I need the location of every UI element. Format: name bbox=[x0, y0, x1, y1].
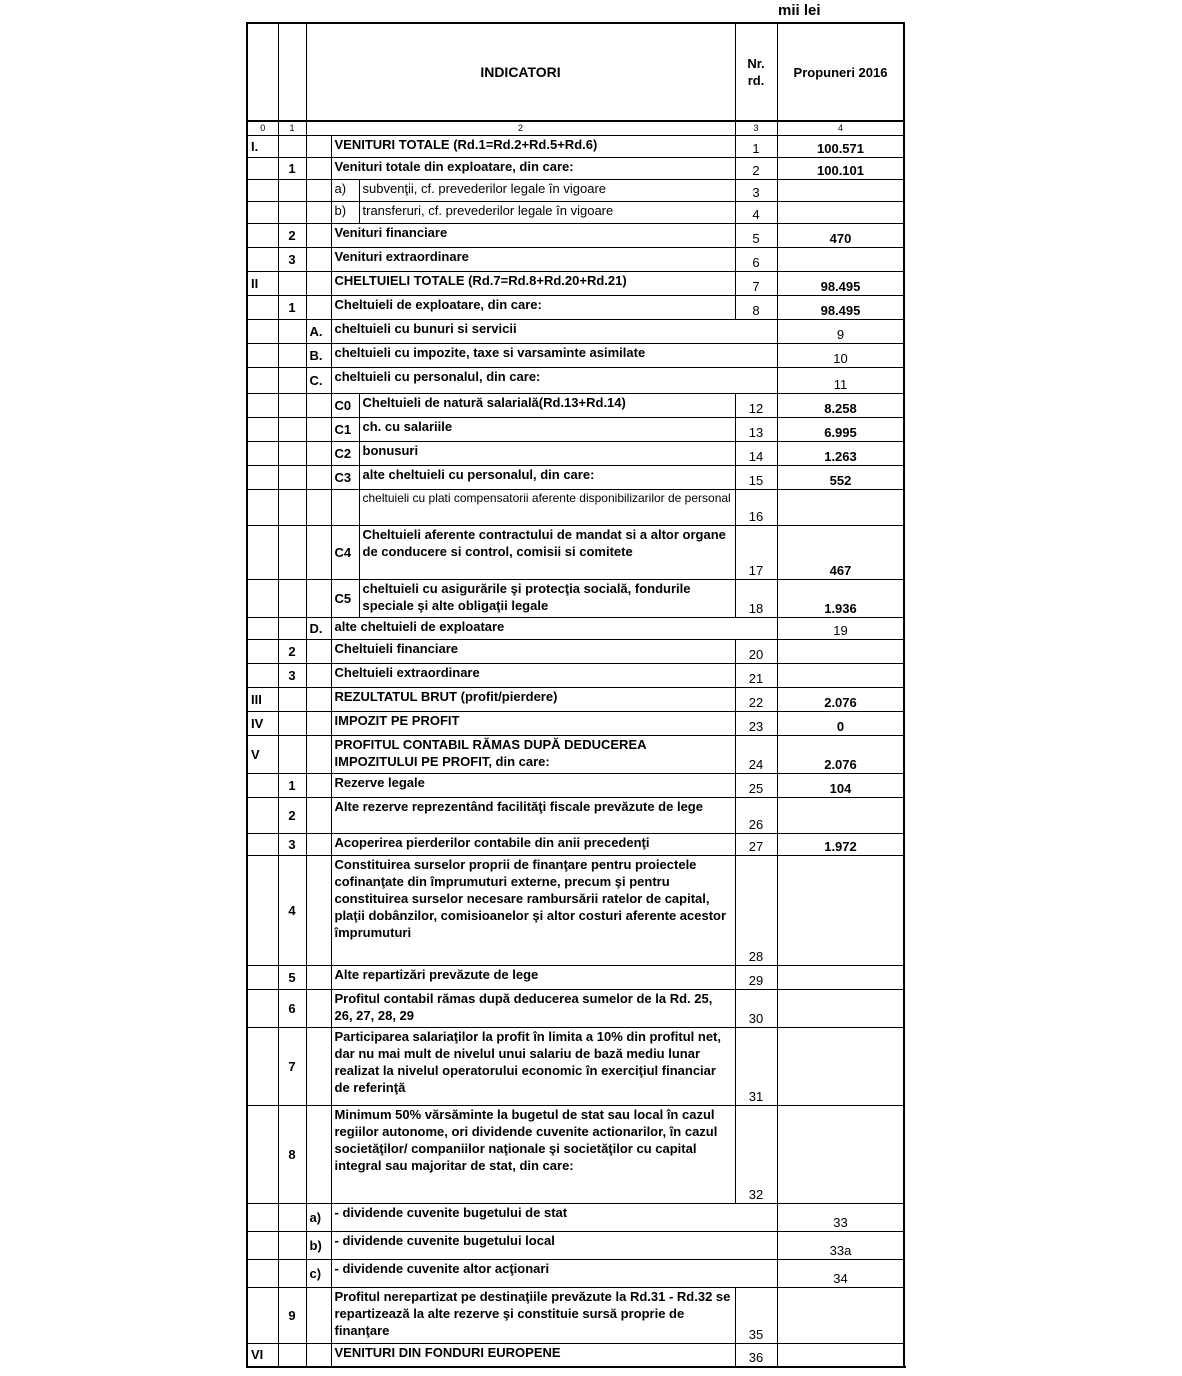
spacer-cell bbox=[306, 271, 331, 295]
proposal-value-cell bbox=[777, 639, 904, 663]
indicator-label: Venituri extraordinare bbox=[331, 247, 735, 271]
spacer-cell bbox=[306, 797, 331, 833]
row-number-cell: 12 bbox=[735, 393, 777, 417]
spacer-cell bbox=[306, 989, 331, 1027]
spacer-cell bbox=[306, 1287, 331, 1343]
proposal-value-cell: 100.101 bbox=[777, 157, 904, 179]
section-cell: I. bbox=[247, 135, 278, 157]
sub-code-cell: C2 bbox=[331, 441, 359, 465]
row-number-cell: 34 bbox=[777, 1259, 904, 1287]
section-cell bbox=[247, 965, 278, 989]
indicator-label: Rezerve legale bbox=[331, 773, 735, 797]
row-number-cell: 36 bbox=[735, 1343, 777, 1367]
section-cell bbox=[247, 1203, 278, 1231]
item-number-cell: 3 bbox=[278, 833, 306, 855]
proposal-value-cell: 2.076 bbox=[777, 735, 904, 773]
spacer-cell bbox=[306, 393, 331, 417]
section-cell: III bbox=[247, 687, 278, 711]
item-number-cell: 9 bbox=[278, 1287, 306, 1343]
indicator-label: Venituri financiare bbox=[331, 223, 735, 247]
table-row bbox=[247, 441, 904, 465]
sub-code-cell: C3 bbox=[331, 465, 359, 489]
table-row bbox=[247, 1231, 904, 1259]
section-cell bbox=[247, 525, 278, 579]
spacer-cell bbox=[306, 157, 331, 179]
table-row bbox=[247, 1105, 904, 1203]
section-cell bbox=[247, 441, 278, 465]
sub-code-cell: D. bbox=[306, 617, 331, 639]
table-row bbox=[247, 271, 904, 295]
row-number-cell: 5 bbox=[735, 223, 777, 247]
index-row bbox=[247, 121, 904, 135]
indicator-label: subvenţii, cf. prevederilor legale în vigoare bbox=[359, 179, 735, 201]
spacer-cell bbox=[306, 295, 331, 319]
item-number-cell bbox=[278, 1259, 306, 1287]
table-row bbox=[247, 525, 904, 579]
table-row bbox=[247, 579, 904, 617]
item-number-cell: 3 bbox=[278, 247, 306, 271]
table-row bbox=[247, 663, 904, 687]
header-row bbox=[247, 23, 904, 121]
indicator-label: Profitul contabil rămas după deducerea sumelor de la Rd. 25, 26, 27, 28, 29 bbox=[331, 989, 735, 1027]
item-number-cell bbox=[278, 617, 306, 639]
row-number-cell: 29 bbox=[735, 965, 777, 989]
indicator-label: REZULTATUL BRUT (profit/pierdere) bbox=[331, 687, 735, 711]
section-cell bbox=[247, 319, 278, 343]
row-number-cell: 2 bbox=[735, 157, 777, 179]
section-cell: IV bbox=[247, 711, 278, 735]
item-number-cell: 1 bbox=[278, 773, 306, 797]
row-number-cell: 6 bbox=[735, 247, 777, 271]
section-cell: VI bbox=[247, 1343, 278, 1367]
indicator-label: Cheltuieli de exploatare, din care: bbox=[331, 295, 735, 319]
spacer-cell bbox=[306, 247, 331, 271]
sub-code-cell: b) bbox=[306, 1231, 331, 1259]
spacer-cell bbox=[306, 465, 331, 489]
table-row bbox=[247, 989, 904, 1027]
row-number-cell: 23 bbox=[735, 711, 777, 735]
proposal-value-cell: 470 bbox=[777, 223, 904, 247]
indicator-label: Participarea salariaţilor la profit în limita a 10% din profitul net, dar nu mai mult de nivelul unui salariu de bază mediu lunar realizat la nivelul operatorului economic în exerciţiul financiar de referinţă bbox=[331, 1027, 735, 1105]
proposal-value-cell bbox=[777, 1343, 904, 1367]
spacer-cell bbox=[306, 735, 331, 773]
proposal-value-cell bbox=[777, 1287, 904, 1343]
proposal-value-cell: 552 bbox=[777, 465, 904, 489]
index-cell: 1 bbox=[278, 121, 306, 135]
spacer-cell bbox=[306, 579, 331, 617]
proposal-value-cell bbox=[777, 797, 904, 833]
indicator-label: VENITURI TOTALE (Rd.1=Rd.2+Rd.5+Rd.6) bbox=[331, 135, 735, 157]
index-cell: 2 bbox=[306, 121, 735, 135]
table-row bbox=[247, 773, 904, 797]
spacer-cell bbox=[306, 639, 331, 663]
index-cell: 0 bbox=[247, 121, 278, 135]
section-cell bbox=[247, 367, 278, 393]
index-cell: 4 bbox=[777, 121, 904, 135]
indicator-label: transferuri, cf. prevederilor legale în vigoare bbox=[359, 201, 735, 223]
table-row bbox=[247, 223, 904, 247]
section-cell bbox=[247, 295, 278, 319]
sub-code-cell: C4 bbox=[331, 525, 359, 579]
table-row bbox=[247, 687, 904, 711]
section-cell bbox=[247, 773, 278, 797]
spacer-cell bbox=[306, 525, 331, 579]
item-number-cell bbox=[278, 489, 306, 525]
section-cell bbox=[247, 579, 278, 617]
item-number-cell: 3 bbox=[278, 663, 306, 687]
indicator-label: - dividende cuvenite altor acţionari bbox=[331, 1259, 777, 1287]
row-number-cell: 22 bbox=[735, 687, 777, 711]
item-number-cell bbox=[278, 201, 306, 223]
spacer-cell bbox=[306, 687, 331, 711]
indicator-label: Acoperirea pierderilor contabile din anii precedenţi bbox=[331, 833, 735, 855]
indicator-label: Cheltuieli aferente contractului de mandat si a altor organe de conducere si control, comisii si comitete bbox=[359, 525, 735, 579]
indicator-label: PROFITUL CONTABIL RĂMAS DUPĂ DEDUCEREA IMPOZITULUI PE PROFIT, din care: bbox=[331, 735, 735, 773]
row-number-cell: 24 bbox=[735, 735, 777, 773]
proposal-value-cell bbox=[777, 1027, 904, 1105]
section-cell bbox=[247, 639, 278, 663]
section-cell bbox=[247, 663, 278, 687]
indicator-label: VENITURI DIN FONDURI EUROPENE bbox=[331, 1343, 735, 1367]
section-cell bbox=[247, 393, 278, 417]
indicator-label: Cheltuieli extraordinare bbox=[331, 663, 735, 687]
proposal-value-cell bbox=[777, 855, 904, 965]
sub-code-cell: C1 bbox=[331, 417, 359, 441]
header-nr-text: Nr. rd. bbox=[747, 56, 765, 88]
item-number-cell bbox=[278, 1231, 306, 1259]
indicator-label: - dividende cuvenite bugetului local bbox=[331, 1231, 777, 1259]
row-number-cell: 19 bbox=[777, 617, 904, 639]
table-row bbox=[247, 201, 904, 223]
section-cell bbox=[247, 1287, 278, 1343]
section-cell bbox=[247, 989, 278, 1027]
spacer-cell bbox=[306, 855, 331, 965]
table-row bbox=[247, 393, 904, 417]
row-number-cell: 16 bbox=[735, 489, 777, 525]
row-number-cell: 14 bbox=[735, 441, 777, 465]
proposal-value-cell bbox=[777, 989, 904, 1027]
header-indicatori: INDICATORI bbox=[306, 23, 735, 121]
item-number-cell: 2 bbox=[278, 797, 306, 833]
item-number-cell: 6 bbox=[278, 989, 306, 1027]
indicator-label: CHELTUIELI TOTALE (Rd.7=Rd.8+Rd.20+Rd.21) bbox=[331, 271, 735, 295]
spacer-cell bbox=[306, 1027, 331, 1105]
item-number-cell: 1 bbox=[278, 295, 306, 319]
proposal-value-cell: 8.258 bbox=[777, 393, 904, 417]
header-nr bbox=[735, 23, 777, 121]
section-cell bbox=[247, 489, 278, 525]
spacer-cell bbox=[306, 179, 331, 201]
item-number-cell bbox=[278, 367, 306, 393]
table-row bbox=[247, 855, 904, 965]
spacer-cell bbox=[306, 965, 331, 989]
section-cell bbox=[247, 157, 278, 179]
table-row bbox=[247, 1287, 904, 1343]
spacer-cell bbox=[306, 489, 331, 525]
item-number-cell bbox=[278, 319, 306, 343]
sub-code-cell: B. bbox=[306, 343, 331, 367]
proposal-value-cell bbox=[777, 489, 904, 525]
index-cell: 3 bbox=[735, 121, 777, 135]
row-number-cell: 32 bbox=[735, 1105, 777, 1203]
row-number-cell: 8 bbox=[735, 295, 777, 319]
sub-code-cell bbox=[331, 489, 359, 525]
item-number-cell: 8 bbox=[278, 1105, 306, 1203]
item-number-cell bbox=[278, 579, 306, 617]
section-cell: II bbox=[247, 271, 278, 295]
proposal-value-cell bbox=[777, 201, 904, 223]
indicator-label: - dividende cuvenite bugetului de stat bbox=[331, 1203, 777, 1231]
indicator-label: Alte rezerve reprezentând facilităţi fiscale prevăzute de lege bbox=[331, 797, 735, 833]
sub-code-cell: A. bbox=[306, 319, 331, 343]
table-row bbox=[247, 1259, 904, 1287]
proposal-value-cell: 98.495 bbox=[777, 295, 904, 319]
item-number-cell bbox=[278, 441, 306, 465]
row-number-cell: 31 bbox=[735, 1027, 777, 1105]
row-number-cell: 26 bbox=[735, 797, 777, 833]
indicator-label: bonusuri bbox=[359, 441, 735, 465]
proposal-value-cell: 98.495 bbox=[777, 271, 904, 295]
item-number-cell bbox=[278, 687, 306, 711]
table-row bbox=[247, 1343, 904, 1367]
row-number-cell: 7 bbox=[735, 271, 777, 295]
table-row bbox=[247, 367, 904, 393]
section-cell bbox=[247, 247, 278, 271]
section-cell bbox=[247, 855, 278, 965]
spacer-cell bbox=[306, 711, 331, 735]
section-cell bbox=[247, 343, 278, 367]
row-number-cell: 3 bbox=[735, 179, 777, 201]
table-row bbox=[247, 295, 904, 319]
spacer-cell bbox=[306, 417, 331, 441]
row-number-cell: 33a bbox=[777, 1231, 904, 1259]
table-row bbox=[247, 711, 904, 735]
indicator-label: cheltuieli cu personalul, din care: bbox=[331, 367, 777, 393]
sub-code-cell: C0 bbox=[331, 393, 359, 417]
indicator-label: alte cheltuieli cu personalul, din care: bbox=[359, 465, 735, 489]
indicator-label: alte cheltuieli de exploatare bbox=[331, 617, 777, 639]
indicator-label: Minimum 50% vărsăminte la bugetul de stat sau local în cazul regiilor autonome, ori dividende cuvenite actionarilor, în cazul societăţilor/ companiilor naţionale şi societăţilor cu capital integral sau majoritar de stat, din care: bbox=[331, 1105, 735, 1203]
header-propuneri: Propuneri 2016 bbox=[777, 23, 904, 121]
proposal-value-cell: 467 bbox=[777, 525, 904, 579]
item-number-cell bbox=[278, 393, 306, 417]
proposal-value-cell: 2.076 bbox=[777, 687, 904, 711]
row-number-cell: 1 bbox=[735, 135, 777, 157]
proposal-value-cell: 1.263 bbox=[777, 441, 904, 465]
table-row bbox=[247, 833, 904, 855]
section-cell bbox=[247, 223, 278, 247]
table-row bbox=[247, 965, 904, 989]
section-cell bbox=[247, 1231, 278, 1259]
indicator-label: cheltuieli cu bunuri si servicii bbox=[331, 319, 777, 343]
table-row bbox=[247, 135, 904, 157]
header-col0 bbox=[247, 23, 278, 121]
indicator-label: cheltuieli cu impozite, taxe si varsaminte asimilate bbox=[331, 343, 777, 367]
item-number-cell: 2 bbox=[278, 223, 306, 247]
item-number-cell: 4 bbox=[278, 855, 306, 965]
item-number-cell bbox=[278, 135, 306, 157]
row-number-cell: 21 bbox=[735, 663, 777, 687]
table-row bbox=[247, 417, 904, 441]
row-number-cell: 4 bbox=[735, 201, 777, 223]
proposal-value-cell bbox=[777, 663, 904, 687]
section-cell bbox=[247, 1259, 278, 1287]
sub-code-cell: b) bbox=[331, 201, 359, 223]
row-number-cell: 18 bbox=[735, 579, 777, 617]
item-number-cell bbox=[278, 465, 306, 489]
row-number-cell: 9 bbox=[777, 319, 904, 343]
sub-code-cell: C5 bbox=[331, 579, 359, 617]
item-number-cell bbox=[278, 735, 306, 773]
row-number-cell: 11 bbox=[777, 367, 904, 393]
section-cell bbox=[247, 179, 278, 201]
sub-code-cell: c) bbox=[306, 1259, 331, 1287]
indicator-label: cheltuieli cu asigurările şi protecţia socială, fondurile speciale şi alte obligaţii legale bbox=[359, 579, 735, 617]
item-number-cell: 1 bbox=[278, 157, 306, 179]
table-row bbox=[247, 489, 904, 525]
section-cell: V bbox=[247, 735, 278, 773]
indicator-label: IMPOZIT PE PROFIT bbox=[331, 711, 735, 735]
spacer-cell bbox=[306, 1343, 331, 1367]
proposal-value-cell: 1.936 bbox=[777, 579, 904, 617]
row-number-cell: 17 bbox=[735, 525, 777, 579]
proposal-value-cell bbox=[777, 247, 904, 271]
table-row bbox=[247, 639, 904, 663]
row-number-cell: 28 bbox=[735, 855, 777, 965]
item-number-cell bbox=[278, 1343, 306, 1367]
indicator-label: Profitul nerepartizat pe destinaţiile prevăzute la Rd.31 - Rd.32 se repartizează la alte rezerve şi constituie sursă proprie de finanţare bbox=[331, 1287, 735, 1343]
indicator-label: Venituri totale din exploatare, din care: bbox=[331, 157, 735, 179]
row-number-cell: 13 bbox=[735, 417, 777, 441]
section-cell bbox=[247, 1027, 278, 1105]
section-cell bbox=[247, 1105, 278, 1203]
indicator-label: Alte repartizări prevăzute de lege bbox=[331, 965, 735, 989]
table-row bbox=[247, 465, 904, 489]
indicator-label: cheltuieli cu plati compensatorii aferente disponibilizarilor de personal bbox=[359, 489, 735, 525]
table-row bbox=[247, 343, 904, 367]
row-number-cell: 25 bbox=[735, 773, 777, 797]
header-col1 bbox=[278, 23, 306, 121]
table-row bbox=[247, 319, 904, 343]
item-number-cell bbox=[278, 525, 306, 579]
proposal-value-cell bbox=[777, 1105, 904, 1203]
table-row bbox=[247, 617, 904, 639]
proposal-value-cell: 1.972 bbox=[777, 833, 904, 855]
spacer-cell bbox=[306, 833, 331, 855]
table-row bbox=[247, 179, 904, 201]
item-number-cell: 5 bbox=[278, 965, 306, 989]
row-number-cell: 33 bbox=[777, 1203, 904, 1231]
sub-code-cell: a) bbox=[331, 179, 359, 201]
indicator-label: Cheltuieli de natură salarială(Rd.13+Rd.14) bbox=[359, 393, 735, 417]
indicator-label: Constituirea surselor proprii de finanţare pentru proiectele cofinanţate din împrumuturi externe, precum şi pentru constituirea surselor necesare rambursării ratelor de capital, plaţii dobânzilor, comisioanelor şi altor costuri aferente acestor împrumuturi bbox=[331, 855, 735, 965]
row-number-cell: 10 bbox=[777, 343, 904, 367]
item-number-cell: 2 bbox=[278, 639, 306, 663]
proposal-value-cell: 100.571 bbox=[777, 135, 904, 157]
spacer-cell bbox=[306, 1105, 331, 1203]
spacer-cell bbox=[306, 663, 331, 687]
budget-table bbox=[246, 22, 905, 1368]
item-number-cell bbox=[278, 1203, 306, 1231]
indicator-label: ch. cu salariile bbox=[359, 417, 735, 441]
proposal-value-cell: 0 bbox=[777, 711, 904, 735]
table-row bbox=[247, 735, 904, 773]
spacer-cell bbox=[306, 773, 331, 797]
row-number-cell: 20 bbox=[735, 639, 777, 663]
item-number-cell: 7 bbox=[278, 1027, 306, 1105]
section-cell bbox=[247, 833, 278, 855]
row-number-cell: 27 bbox=[735, 833, 777, 855]
section-cell bbox=[247, 617, 278, 639]
table-row bbox=[247, 1203, 904, 1231]
row-number-cell: 15 bbox=[735, 465, 777, 489]
item-number-cell bbox=[278, 271, 306, 295]
item-number-cell bbox=[278, 711, 306, 735]
spacer-cell bbox=[306, 223, 331, 247]
proposal-value-cell: 6.995 bbox=[777, 417, 904, 441]
sub-code-cell: C. bbox=[306, 367, 331, 393]
indicator-label: Cheltuieli financiare bbox=[331, 639, 735, 663]
item-number-cell bbox=[278, 343, 306, 367]
item-number-cell bbox=[278, 179, 306, 201]
proposal-value-cell bbox=[777, 179, 904, 201]
row-number-cell: 35 bbox=[735, 1287, 777, 1343]
spacer-cell bbox=[306, 441, 331, 465]
table-row bbox=[247, 797, 904, 833]
section-cell bbox=[247, 417, 278, 441]
table-row bbox=[247, 157, 904, 179]
proposal-value-cell bbox=[777, 965, 904, 989]
item-number-cell bbox=[278, 417, 306, 441]
section-cell bbox=[247, 201, 278, 223]
sub-code-cell: a) bbox=[306, 1203, 331, 1231]
spacer-cell bbox=[306, 135, 331, 157]
row-number-cell: 30 bbox=[735, 989, 777, 1027]
proposal-value-cell: 104 bbox=[777, 773, 904, 797]
unit-label: mii lei bbox=[778, 2, 821, 19]
spacer-cell bbox=[306, 201, 331, 223]
table-row bbox=[247, 1027, 904, 1105]
table-row bbox=[247, 247, 904, 271]
section-cell bbox=[247, 797, 278, 833]
section-cell bbox=[247, 465, 278, 489]
